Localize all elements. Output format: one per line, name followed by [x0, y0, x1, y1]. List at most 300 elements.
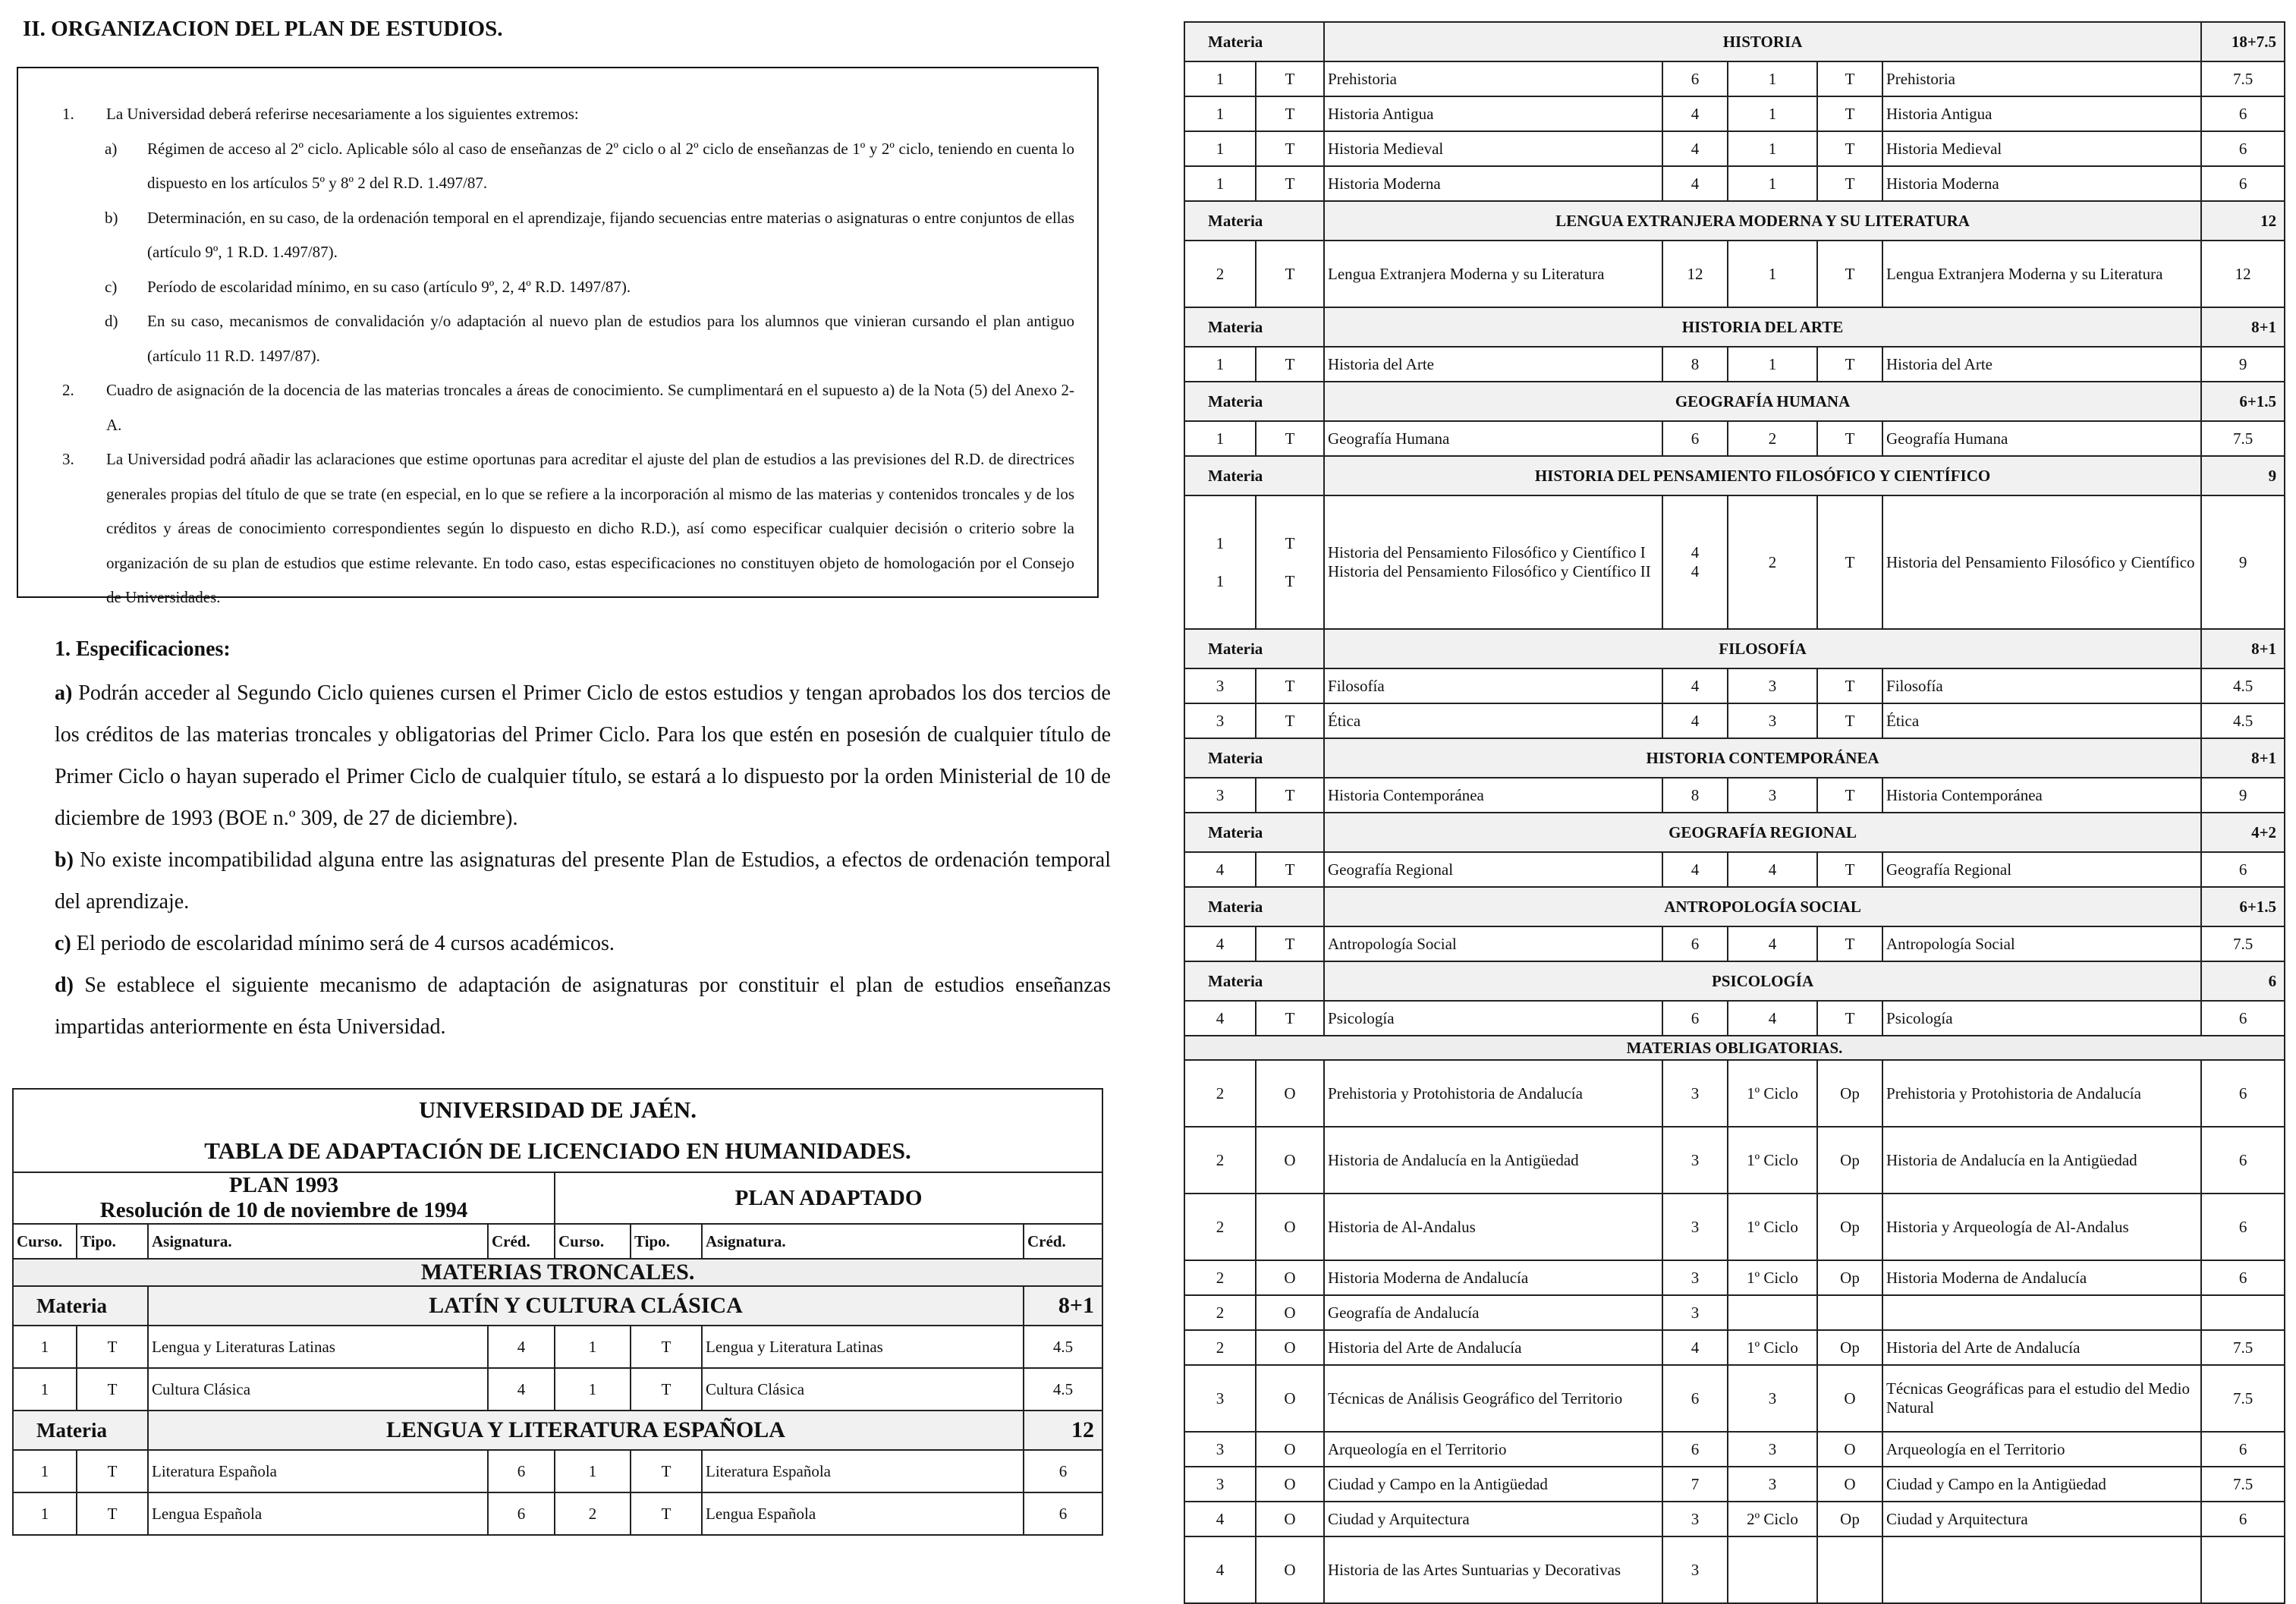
cell: 3 — [1184, 1467, 1256, 1502]
cell — [1882, 1536, 2201, 1603]
cell: T — [1256, 1001, 1324, 1036]
materia-credits: 4+2 — [2201, 813, 2285, 852]
cell: 3 — [1184, 778, 1256, 813]
cell: 7.5 — [2201, 61, 2285, 96]
materia-label: Materia — [1184, 382, 1324, 421]
cell: Op — [1817, 1502, 1882, 1536]
cell: Op — [1817, 1127, 1882, 1194]
cell: 3 — [1728, 1432, 1817, 1467]
cell: Prehistoria y Protohistoria de Andalucía — [1324, 1060, 1662, 1127]
materia-label: Materia — [1184, 456, 1324, 495]
materia-name: FILOSOFÍA — [1324, 629, 2201, 668]
cell: 1 — [1184, 347, 1256, 382]
plan-adaptado-header: PLAN ADAPTADO — [555, 1172, 1102, 1224]
cell: 4 — [1184, 926, 1256, 961]
box-item — [41, 373, 1074, 442]
materia-credits: 9 — [2201, 456, 2285, 495]
cell: T — [1817, 926, 1882, 961]
cell: T — [1256, 852, 1324, 887]
table-row — [1184, 703, 2285, 738]
cell: 2 — [1184, 1260, 1256, 1295]
box-item-text: Determinación, en su caso, de la ordenación temporal en el aprendizaje, fijando secuencias entre materias o asignaturas o entre conjuntos de ellas (artículo 9º, 1 R.D. 1.497/87). — [147, 208, 1074, 261]
cell: Historia del Arte de Andalucía — [1882, 1330, 2201, 1365]
cell: 4.5 — [2201, 703, 2285, 738]
materia-name: HISTORIA CONTEMPORÁNEA — [1324, 738, 2201, 778]
cell: 1 — [1184, 421, 1256, 456]
cell: 7.5 — [2201, 421, 2285, 456]
cell: 3 — [1662, 1295, 1728, 1330]
cell: Lengua y Literatura Latinas — [702, 1326, 1024, 1368]
cell: Geografía de Andalucía — [1324, 1295, 1662, 1330]
cell: 4 — [488, 1368, 555, 1411]
column-header: Curso. — [555, 1224, 631, 1259]
table-row — [1184, 1127, 2285, 1194]
cell: T — [1817, 131, 1882, 166]
cell: Ciudad y Arquitectura — [1882, 1502, 2201, 1536]
spec-item — [55, 923, 1111, 964]
cell: T — [1817, 852, 1882, 887]
cell: 2 — [1184, 241, 1256, 307]
materia-credits: 6+1.5 — [2201, 382, 2285, 421]
cell: Historia Moderna de Andalucía — [1882, 1260, 2201, 1295]
table-row — [1184, 347, 2285, 382]
cell: 6 — [1662, 61, 1728, 96]
column-header: Asignatura. — [702, 1224, 1024, 1259]
cell: 2 — [555, 1492, 631, 1535]
spec-item-text: Podrán acceder al Segundo Ciclo quienes cursen el Primer Ciclo de estos estudios y tengan aprobados los dos tercios de los créditos de las materias troncales y obligatorias del Primer Ciclo. Para los que estén en posesión de cualquier título de Primer Ciclo o hayan superado el Primer Ciclo de cualquier título, se estará a lo dispuesto por la orden Ministerial de 10 de diciembre de 1993 (BOE n.º 309, de 27 de diciembre). — [55, 681, 1111, 830]
box-item-text: Cuadro de asignación de la docencia de las materias troncales a áreas de conocimiento. Se cumplimentará en el supuesto a) de la Nota (5) del Anexo 2-A. — [106, 381, 1074, 434]
cell: T — [1256, 668, 1324, 703]
cell: Psicología — [1882, 1001, 2201, 1036]
cell: Historia del Arte — [1324, 347, 1662, 382]
cell: Historia y Arqueología de Al-Andalus — [1882, 1194, 2201, 1260]
cell: Historia de Andalucía en la Antigüedad — [1882, 1127, 2201, 1194]
materia-name: HISTORIA — [1324, 22, 2201, 61]
materia-name: HISTORIA DEL PENSAMIENTO FILOSÓFICO Y CIENTÍFICO — [1324, 456, 2201, 495]
cell: 1 — [13, 1450, 77, 1492]
materia-credits: 12 — [2201, 201, 2285, 241]
cell: Prehistoria y Protohistoria de Andalucía — [1882, 1060, 2201, 1127]
cell: 3 — [1662, 1260, 1728, 1295]
cell: T — [1256, 703, 1324, 738]
cell: Historia Moderna de Andalucía — [1324, 1260, 1662, 1295]
cell: T — [631, 1450, 702, 1492]
cell: 3 — [1662, 1502, 1728, 1536]
materia-label: Materia — [1184, 738, 1324, 778]
right-column — [1184, 21, 2284, 1604]
table-row — [1184, 166, 2285, 201]
cell: Antropología Social — [1324, 926, 1662, 961]
table-row — [1184, 61, 2285, 96]
cell: Técnicas de Análisis Geográfico del Territorio — [1324, 1365, 1662, 1432]
cell: 4 — [1184, 1536, 1256, 1603]
cell: 7.5 — [2201, 1330, 2285, 1365]
cell: 6 — [1662, 421, 1728, 456]
plan-1993-header — [13, 1172, 555, 1224]
cell: 9 — [2201, 495, 2285, 629]
cell: 6 — [488, 1492, 555, 1535]
section-row — [13, 1259, 1102, 1286]
table-row — [1184, 852, 2285, 887]
materia-name: GEOGRAFÍA REGIONAL — [1324, 813, 2201, 852]
table-row — [1184, 1330, 2285, 1365]
cell: Lengua Española — [148, 1492, 488, 1535]
table-row — [13, 1492, 1102, 1535]
table-row — [1184, 421, 2285, 456]
cell: Historia Moderna — [1882, 166, 2201, 201]
cell: 1 — [13, 1326, 77, 1368]
cell — [2201, 1536, 2285, 1603]
box-item-number: b) — [105, 208, 118, 227]
cell: 1º Ciclo — [1728, 1060, 1817, 1127]
cell: 3 — [1184, 668, 1256, 703]
cell: Historia de Andalucía en la Antigüedad — [1324, 1127, 1662, 1194]
section-row — [1184, 1036, 2285, 1060]
cell: 2 — [1728, 495, 1817, 629]
box-item-number: d) — [105, 312, 118, 330]
table-title-university: UNIVERSIDAD DE JAÉN. — [13, 1089, 1102, 1131]
cell: 6 — [2201, 1001, 2285, 1036]
materia-credits: 8+1 — [2201, 307, 2285, 347]
cell: T — [1817, 778, 1882, 813]
cell: 3 — [1184, 1432, 1256, 1467]
cell: T — [1256, 61, 1324, 96]
box-item-text: La Universidad deberá referirse necesariamente a los siguientes extremos: — [106, 105, 579, 123]
cell — [1817, 1295, 1882, 1330]
cell: 2 — [1728, 421, 1817, 456]
cell: 1º Ciclo — [1728, 1127, 1817, 1194]
materia-name: GEOGRAFÍA HUMANA — [1324, 382, 2201, 421]
cell: 1 — [555, 1450, 631, 1492]
materia-label: Materia — [1184, 22, 1324, 61]
cell: 4.5 — [1024, 1368, 1102, 1411]
cell: 1 — [1184, 61, 1256, 96]
cell: Prehistoria — [1882, 61, 2201, 96]
cell: O — [1817, 1432, 1882, 1467]
cell: O — [1256, 1467, 1324, 1502]
table-row — [1184, 1467, 2285, 1502]
table-row — [1184, 1365, 2285, 1432]
cell: T — [77, 1492, 148, 1535]
materia-name: LATÍN Y CULTURA CLÁSICA — [148, 1286, 1024, 1326]
cell: T — [1256, 778, 1324, 813]
cell: T — [1817, 61, 1882, 96]
cell: 4 — [1662, 668, 1728, 703]
table-row — [1184, 495, 2285, 629]
box-item-number: a) — [105, 139, 118, 158]
cell: T — [631, 1492, 702, 1535]
spec-item — [55, 964, 1111, 1048]
spec-heading: 1. Especificaciones: — [55, 637, 231, 661]
cell: 6 — [1662, 1432, 1728, 1467]
cell: 2 — [1184, 1194, 1256, 1260]
cell: 4 4 — [1662, 495, 1728, 629]
cell: Literatura Española — [148, 1450, 488, 1492]
cell: T — [1256, 926, 1324, 961]
section-title: II. ORGANIZACION DEL PLAN DE ESTUDIOS. — [23, 17, 503, 41]
cell: Lengua Extranjera Moderna y su Literatura — [1324, 241, 1662, 307]
cell: O — [1817, 1467, 1882, 1502]
cell: T — [1256, 131, 1324, 166]
cell: 4.5 — [1024, 1326, 1102, 1368]
cell: 9 — [2201, 347, 2285, 382]
cell: 1 — [13, 1368, 77, 1411]
cell: 1 — [1728, 61, 1817, 96]
cell: Geografía Regional — [1324, 852, 1662, 887]
cell: T — [77, 1368, 148, 1411]
materia-label: Materia — [1184, 629, 1324, 668]
materia-credits: 18+7.5 — [2201, 22, 2285, 61]
column-header: Asignatura. — [148, 1224, 488, 1259]
cell: 1 — [1728, 347, 1817, 382]
cell: Ciudad y Campo en la Antigüedad — [1324, 1467, 1662, 1502]
cell: 6 — [2201, 1194, 2285, 1260]
materia-name: ANTROPOLOGÍA SOCIAL — [1324, 887, 2201, 926]
materia-credits: 8+1 — [1024, 1286, 1102, 1326]
cell: 3 — [1184, 1365, 1256, 1432]
cell: Ciudad y Arquitectura — [1324, 1502, 1662, 1536]
cell: Arqueología en el Territorio — [1882, 1432, 2201, 1467]
cell: 3 — [1728, 668, 1817, 703]
materia-header — [1184, 307, 2285, 347]
cell: T — [77, 1450, 148, 1492]
box-item-number: c) — [105, 277, 118, 296]
materia-header — [1184, 456, 2285, 495]
cell: 6 — [488, 1450, 555, 1492]
cell: 1 — [13, 1492, 77, 1535]
materia-credits: 6+1.5 — [2201, 887, 2285, 926]
cell: O — [1256, 1502, 1324, 1536]
cell: Literatura Española — [702, 1450, 1024, 1492]
materia-credits: 6 — [2201, 961, 2285, 1001]
cell: 4 — [1662, 703, 1728, 738]
cell: 6 — [1662, 1001, 1728, 1036]
cell: 3 — [1728, 1467, 1817, 1502]
cell: O — [1256, 1194, 1324, 1260]
cell: T — [77, 1326, 148, 1368]
cell — [1728, 1295, 1817, 1330]
materia-header — [1184, 887, 2285, 926]
cell: 4 — [1662, 852, 1728, 887]
cell: O — [1256, 1127, 1324, 1194]
cell: 4 — [1728, 926, 1817, 961]
cell: 6 — [2201, 1432, 2285, 1467]
cell: 3 — [1662, 1536, 1728, 1603]
materia-credits: 8+1 — [2201, 738, 2285, 778]
cell: 12 — [1662, 241, 1728, 307]
cell: O — [1256, 1260, 1324, 1295]
cell — [2201, 1295, 2285, 1330]
cell: Historia Antigua — [1882, 96, 2201, 131]
adaptation-table-left — [12, 1088, 1103, 1536]
materia-header — [1184, 22, 2285, 61]
requirements-box — [17, 67, 1099, 606]
cell: Historia Antigua — [1324, 96, 1662, 131]
cell: O — [1256, 1365, 1324, 1432]
cell: 6 — [2201, 1260, 2285, 1295]
adaptation-table-right — [1184, 21, 2285, 1604]
cell: 2 — [1184, 1330, 1256, 1365]
table-row — [1184, 778, 2285, 813]
materia-header — [13, 1286, 1102, 1326]
cell: 3 — [1662, 1127, 1728, 1194]
cell: T — [1817, 668, 1882, 703]
materia-label: Materia — [1184, 307, 1324, 347]
table-row — [1184, 926, 2285, 961]
spec-item — [55, 839, 1111, 923]
materia-header — [13, 1411, 1102, 1450]
cell: 1º Ciclo — [1728, 1330, 1817, 1365]
cell: 1 — [1728, 96, 1817, 131]
box-item-number: 1. — [62, 105, 74, 123]
cell: Técnicas Geográficas para el estudio del Medio Natural — [1882, 1365, 2201, 1432]
materia-header — [1184, 813, 2285, 852]
cell: T — [1817, 347, 1882, 382]
cell: 8 — [1662, 347, 1728, 382]
cell: Historia del Pensamiento Filosófico y Científico — [1882, 495, 2201, 629]
cell: T — [1817, 495, 1882, 629]
cell: 3 — [1184, 703, 1256, 738]
cell: T — [1256, 96, 1324, 131]
cell: 4 — [1184, 852, 1256, 887]
box-item — [41, 442, 1074, 615]
cell: Historia del Pensamiento Filosófico y Científico I Historia del Pensamiento Filosófico y Científico II — [1324, 495, 1662, 629]
cell: Historia de las Artes Suntuarias y Decorativas — [1324, 1536, 1662, 1603]
cell: 2 — [1184, 1127, 1256, 1194]
cell: Historia Contemporánea — [1882, 778, 2201, 813]
box-item-text: Período de escolaridad mínimo, en su caso (artículo 9º, 2, 4º R.D. 1497/87). — [147, 277, 631, 296]
column-header: Créd. — [488, 1224, 555, 1259]
cell: Cultura Clásica — [702, 1368, 1024, 1411]
table-row — [1184, 1194, 2285, 1260]
cell: Historia del Arte de Andalucía — [1324, 1330, 1662, 1365]
box-item-text: En su caso, mecanismos de convalidación y/o adaptación al nuevo plan de estudios para los alumnos que vinieran cursando el plan antiguo (artículo 11 R.D. 1497/87). — [147, 312, 1074, 365]
table-title-adaptation: TABLA DE ADAPTACIÓN DE LICENCIADO EN HUMANIDADES. — [13, 1131, 1102, 1172]
spec-item-label: d) — [55, 973, 74, 997]
cell: Op — [1817, 1194, 1882, 1260]
cell: 1 — [1728, 131, 1817, 166]
box-item — [41, 97, 1074, 132]
cell: 6 — [2201, 96, 2285, 131]
table-row — [1184, 1432, 2285, 1467]
spec-item-label: a) — [55, 681, 73, 705]
cell: T — [1817, 166, 1882, 201]
materia-credits: 8+1 — [2201, 629, 2285, 668]
cell: Historia Moderna — [1324, 166, 1662, 201]
table-row — [1184, 241, 2285, 307]
cell: Filosofía — [1324, 668, 1662, 703]
table-row — [1184, 96, 2285, 131]
box-item-text: Régimen de acceso al 2º ciclo. Aplicable sólo al caso de enseñanzas de 2º ciclo o al 2º ciclo de enseñanzas de 1º y 2º ciclo, teniendo en cuenta lo dispuesto en los artículos 5º y 8º 2 del R.D. 1.497/87. — [147, 139, 1074, 192]
cell: 6 — [2201, 131, 2285, 166]
cell: 9 — [2201, 778, 2285, 813]
cell: Geografía Regional — [1882, 852, 2201, 887]
cell: 12 — [2201, 241, 2285, 307]
cell: Psicología — [1324, 1001, 1662, 1036]
cell: 6 — [2201, 1127, 2285, 1194]
cell: O — [1256, 1432, 1324, 1467]
cell: 1 — [1184, 96, 1256, 131]
cell: T T — [1256, 495, 1324, 629]
cell: Op — [1817, 1260, 1882, 1295]
cell: 6 — [1662, 1365, 1728, 1432]
materia-header — [1184, 738, 2285, 778]
cell: 6 — [2201, 852, 2285, 887]
cell: Lengua Española — [702, 1492, 1024, 1535]
cell: T — [1817, 241, 1882, 307]
cell: 1 1 — [1184, 495, 1256, 629]
section-title-troncales: MATERIAS TRONCALES. — [13, 1259, 1102, 1286]
cell: 6 — [2201, 166, 2285, 201]
cell: 4.5 — [2201, 668, 2285, 703]
table-row — [1184, 1295, 2285, 1330]
cell: 4 — [1662, 131, 1728, 166]
cell: 7.5 — [2201, 1365, 2285, 1432]
materia-label: Materia — [1184, 813, 1324, 852]
materia-header — [1184, 382, 2285, 421]
cell: 6 — [2201, 1502, 2285, 1536]
cell: 2 — [1184, 1295, 1256, 1330]
table-row — [13, 1368, 1102, 1411]
cell: 6 — [1662, 926, 1728, 961]
table-row — [1184, 1060, 2285, 1127]
cell: 3 — [1728, 778, 1817, 813]
cell — [1728, 1536, 1817, 1603]
box-item-text: La Universidad podrá añadir las aclaraciones que estime oportunas para acreditar el ajuste del plan de estudios a las previsiones del R.D. de directrices generales propias del título de que se trate (en especial, en lo que se refiere a la incorporación al mismo de las materias y contenidos troncales y de los créditos y áreas de conocimiento correspondientes según lo dispuesto en dicho R.D.), así como especificar cualquier decisión o criterio sobre la organización de su plan de estudios que estime relevante. En todo caso, estas especificaciones no constituyen objeto de homologación por el Consejo de Universidades. — [106, 450, 1074, 606]
cell: Prehistoria — [1324, 61, 1662, 96]
cell: Geografía Humana — [1324, 421, 1662, 456]
cell: 1º Ciclo — [1728, 1260, 1817, 1295]
cell: T — [1817, 703, 1882, 738]
cell — [1817, 1536, 1882, 1603]
cell: 1 — [555, 1368, 631, 1411]
cell: 4 — [1728, 852, 1817, 887]
cell: Ciudad y Campo en la Antigüedad — [1882, 1467, 2201, 1502]
materia-credits: 12 — [1024, 1411, 1102, 1450]
table-row — [1184, 1502, 2285, 1536]
cell: Op — [1817, 1330, 1882, 1365]
table-row — [13, 1326, 1102, 1368]
cell: T — [1256, 421, 1324, 456]
specifications — [55, 637, 1111, 1048]
cell: Cultura Clásica — [148, 1368, 488, 1411]
cell: T — [1256, 347, 1324, 382]
cell: O — [1256, 1330, 1324, 1365]
cell: 2 — [1184, 1060, 1256, 1127]
cell: 3 — [1728, 703, 1817, 738]
materia-name: HISTORIA DEL ARTE — [1324, 307, 2201, 347]
column-header: Curso. — [13, 1224, 77, 1259]
cell: 4 — [1728, 1001, 1817, 1036]
box-item — [41, 304, 1074, 373]
plan-1993-label: PLAN 1993 — [228, 1173, 339, 1197]
plan-1993-resolution: Resolución de 10 de noviembre de 1994 — [99, 1198, 468, 1222]
cell: 6 — [1024, 1492, 1102, 1535]
cell: 4 — [1662, 1330, 1728, 1365]
cell: 1 — [1728, 241, 1817, 307]
column-header: Créd. — [1024, 1224, 1102, 1259]
cell: Filosofía — [1882, 668, 2201, 703]
cell: O — [1256, 1295, 1324, 1330]
cell: 1º Ciclo — [1728, 1194, 1817, 1260]
cell: O — [1256, 1060, 1324, 1127]
cell: 4 — [1662, 96, 1728, 131]
materia-label: Materia — [1184, 201, 1324, 241]
cell: Historia Medieval — [1882, 131, 2201, 166]
materia-name: LENGUA Y LITERATURA ESPAÑOLA — [148, 1411, 1024, 1450]
cell: T — [631, 1368, 702, 1411]
table-row — [1184, 1536, 2285, 1603]
